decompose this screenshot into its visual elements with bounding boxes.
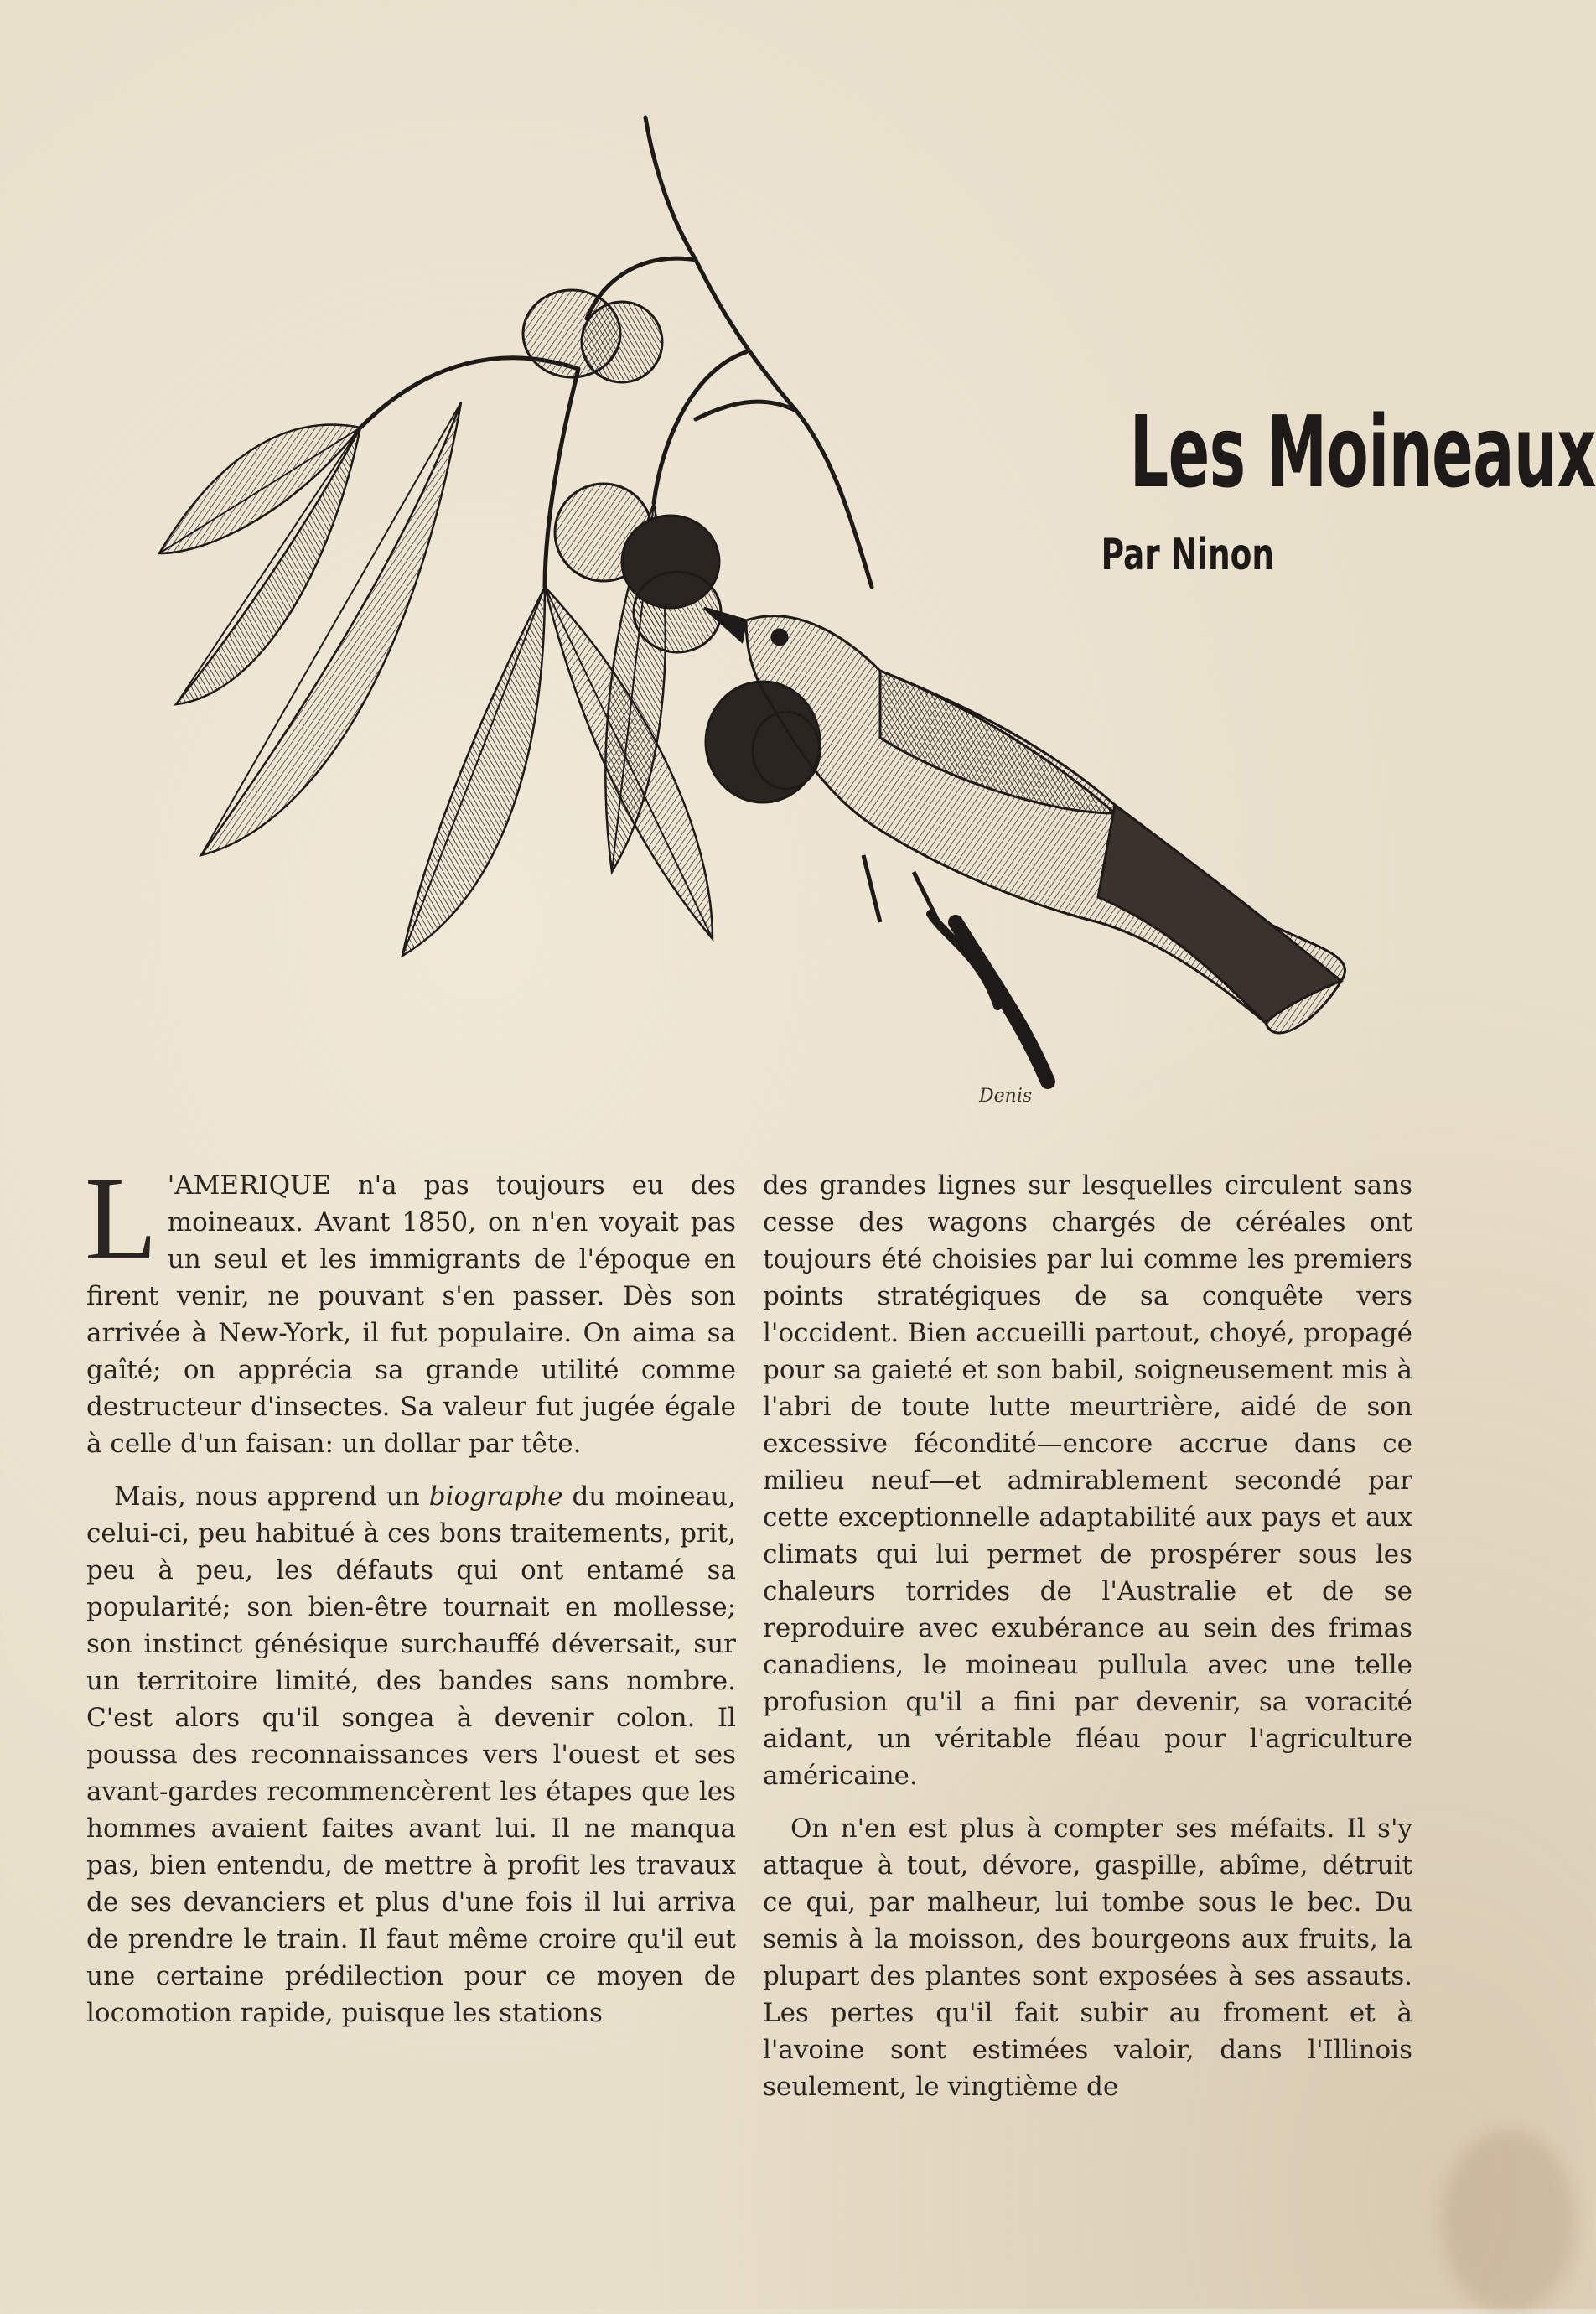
sparrow-bird: [704, 608, 1345, 1033]
drop-cap: L: [85, 1152, 158, 1284]
paragraph-2-before: Mais, nous apprend un: [114, 1481, 429, 1512]
paragraph-2-italic: biographe: [428, 1481, 563, 1512]
paragraph-3: des grandes lignes sur lesquelles circulent sans cesse des wagons chargés de céréales ont toujours été choisies par lui comme les premiers points stratégiques de sa conquête vers l'occident. Bien accueilli partout, choyé, propagé pour sa gaieté et son babil, soigneusement mis à l'abri de toute lutte meurtrière, aidé de son excessive fécondité—encore accrue dans ce milieu neuf—et admirablement secondé par cette exceptionnelle adaptabilité aux pays et aux climats qui lui permet de prospérer sous les chaleurs torrides de l'Australie et de se reproduire avec exubérance au sein des frimas canadiens, le moineau pullula avec une telle profusion qu'il a fini par devenir, sa voracité aidant, un véritable fléau pour l'agriculture américaine.: [763, 1170, 1412, 1791]
article-title: Les Moineaux: [1129, 394, 1596, 510]
artist-signature: Denis: [979, 1086, 1033, 1107]
article-column-left: [85, 1152, 736, 2047]
paragraph-1-text: 'AMERIQUE n'a pas toujours eu des moineaux. Avant 1850, on n'en voyait pas un seul et les immigrants de l'époque en firent venir, ne pouvant s'en passer. Dès son arrivée à New-York, il fut populaire. On aima sa gaîté; on apprécia sa grande utilité comme destructeur d'insectes. Sa valeur fut jugée égale à celle d'un faisan: un dollar par tête.: [86, 1170, 736, 1459]
paragraph-2: [86, 1478, 736, 2031]
cherries: [523, 290, 820, 802]
article-title-block: [964, 394, 1596, 580]
article-column-right: [763, 1167, 1412, 2121]
leaves: [159, 402, 712, 956]
sparrow-cherry-illustration: [109, 117, 1383, 1132]
paragraph-1: [85, 1152, 736, 1462]
paragraph-2-after: du moineau, celui-ci, peu habitué à ces bons traitements, prit, peu à peu, les défauts qui ont entamé sa popularité; son bien-être tournait en mollesse; son instinct génésique surchauffé déversait, sur un territoire limité, des bandes sans nombre. C'est alors qu'il songea à devenir colon. Il poussa des reconnaissances vers l'ouest et ses avant-gardes recommencèrent les étapes que les hommes avaient faites avant lui. Il ne manqua pas, bien entendu, de mettre à profit les travaux de ses devanciers et plus d'une fois il lui arriva de prendre le train. Il faut même croire qu'il eut une certaine prédilection pour ce moyen de locomotion rapide, puisque les stations: [86, 1481, 736, 2028]
paper-stain: [1442, 2130, 1576, 2314]
paragraph-4: On n'en est plus à compter ses méfaits. Il s'y attaque à tout, dévore, gaspille, abîme, détruit ce qui, par malheur, lui tombe sous le bec. Du semis à la moisson, des bourgeons aux fruits, la plupart des plantes sont exposées à ses assauts. Les pertes qu'il fait subir au froment et à l'avoine sont estimées valoir, dans l'Illinois seulement, le vingtième de: [763, 1813, 1412, 2102]
article-byline: Par Ninon: [1101, 530, 1274, 580]
